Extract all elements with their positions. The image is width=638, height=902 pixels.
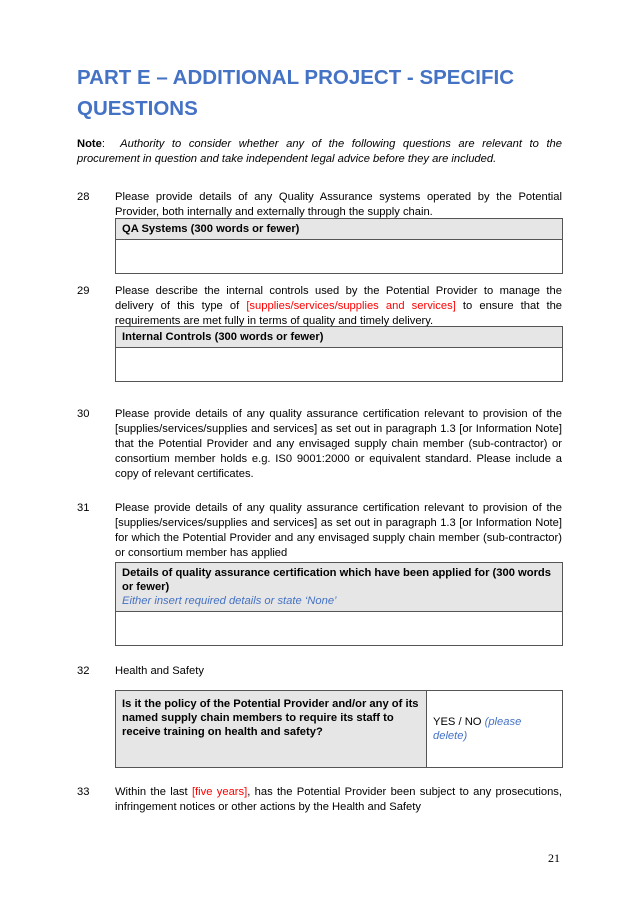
page-title: PART E – ADDITIONAL PROJECT - SPECIFIC QUESTIONS	[77, 66, 514, 120]
question-text: Within the last [five years], has the Potential Provider been subject to any prosecutions, infringement notices or other actions by the Health and Safety	[115, 786, 562, 813]
question-number: 28	[77, 191, 90, 203]
question-number: 31	[77, 502, 90, 514]
box-header: QA Systems (300 words or fewer)	[116, 219, 563, 240]
box-hint: Either insert required details or state ‘None’	[122, 595, 337, 607]
certification-answer-field[interactable]	[116, 612, 563, 646]
question-text: Please provide details of any quality assurance certification relevant to provision of the [supplies/services/supplies and services] as set out in paragraph 1.3 [or Information Note] for which the Potential Provider and any envisaged supply chain member (sub-contractor) or consortium member has applied	[115, 502, 562, 559]
question-text: Please describe the internal controls used by the Potential Provider to manage the delivery of this type of [supplies/services/supplies and services] to ensure that the requirements are met fully in terms of quality and timely delivery.	[115, 285, 563, 327]
internal-controls-box	[115, 326, 563, 382]
question-text: Please provide details of any quality assurance certification relevant to provision of the [supplies/services/supplies and services] as set out in paragraph 1.3 [or Information Note] that the Potential Provider and any envisaged supply chain member (sub-contractor) or consortium member holds e.g. IS0 9001:2000 or equivalent standard. Please include a copy of relevant certificates.	[115, 408, 562, 480]
placeholder-text: [five years]	[191, 786, 248, 798]
qa-systems-answer-field[interactable]	[116, 240, 563, 274]
question-number: 33	[77, 786, 90, 798]
note-label: Note	[77, 138, 102, 150]
page-number: 21	[548, 851, 560, 865]
box-header: Details of quality assurance certification which have been applied for (300 words or fewer) Either insert required details or state ‘None’	[116, 563, 563, 612]
question-number: 29	[77, 285, 90, 297]
question-number: 30	[77, 408, 90, 420]
box-header: Internal Controls (300 words or fewer)	[116, 327, 563, 348]
placeholder-text: [supplies/services/supplies and services]	[246, 300, 456, 312]
question-number: 32	[77, 665, 90, 677]
certification-box	[115, 562, 563, 646]
health-safety-answer[interactable]: YES / NO (please delete)	[427, 691, 563, 768]
health-safety-table	[115, 690, 563, 768]
note-text: Authority to consider whether any of the following questions are relevant to the procurement in question and take independent legal advice before they are included.	[77, 138, 563, 165]
health-safety-question: Is it the policy of the Potential Provider and/or any of its named supply chain members to require its staff to receive training on health and safety?	[116, 691, 427, 768]
answer-hint: (please delete)	[433, 716, 522, 742]
internal-controls-answer-field[interactable]	[116, 348, 563, 382]
question-text: Health and Safety	[115, 665, 204, 677]
question-text: Please provide details of any Quality Assurance systems operated by the Potential Provider, both internally and externally through the supply chain.	[115, 191, 562, 218]
qa-systems-box	[115, 218, 563, 274]
note-paragraph: Note: Authority to consider whether any of the following questions are relevant to the procurement in question and take independent legal advice before they are included.	[77, 138, 563, 165]
